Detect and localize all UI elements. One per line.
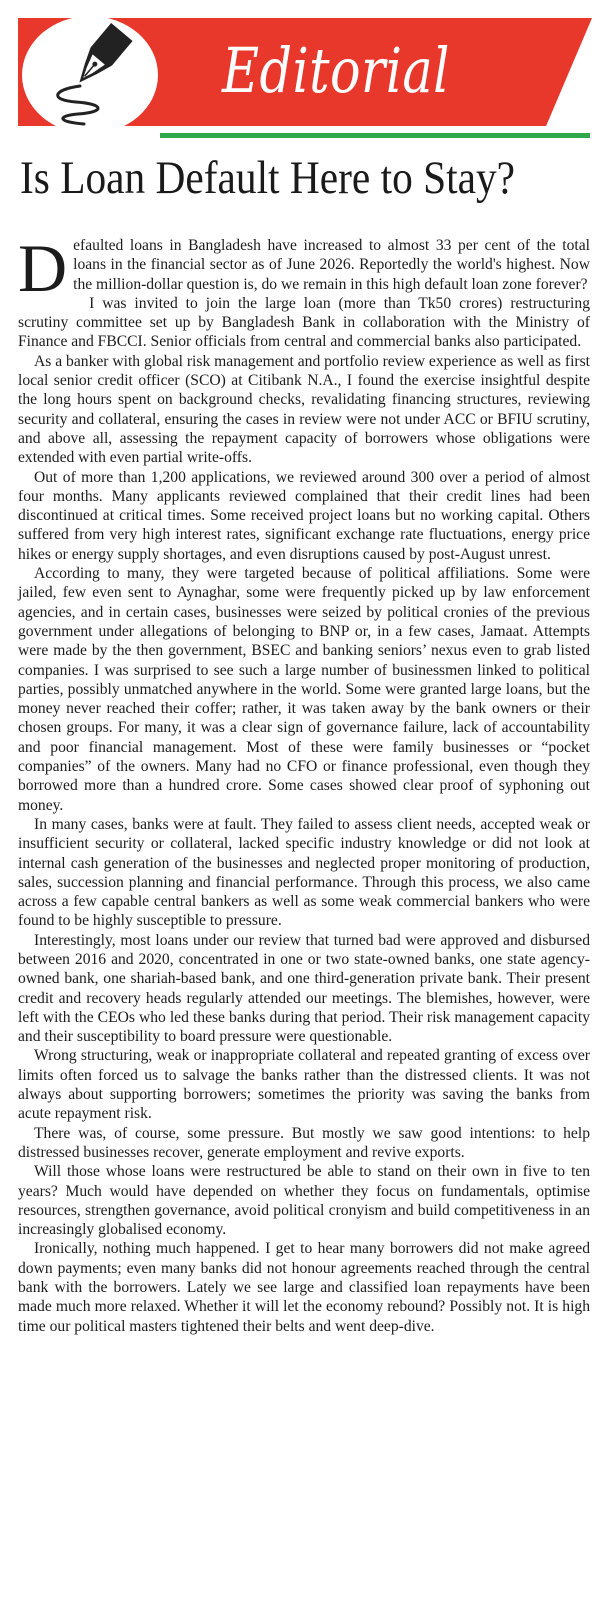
article-body <box>18 230 590 1336</box>
article-headline: Is Loan Default Here to Stay? <box>20 152 515 204</box>
paragraph-text: efaulted loans in Bangladesh have increased to almost 33 per cent of the total loans in the financial sector as of June 2026. Reportedly the world's highest. Now the million-dollar question is, do we remain in this high default loan zone forever? <box>73 237 590 293</box>
editorial-banner <box>0 0 614 145</box>
drop-cap: D <box>18 230 68 306</box>
paragraph: I was invited to join the large loan (more than Tk50 crores) restructuring scrutiny committee set up by Bangladesh Bank in collaboration with the Ministry of Finance and FBCCI. Senior officials from central and commercial banks also participated. <box>18 294 590 351</box>
section-title: Editorial <box>222 34 450 107</box>
paragraph: Will those whose loans were restructured be able to stand on their own in five to ten years? Much would have depended on whether they focus on fundamentals, optimise resources, strengthen governance, avoid political cronyism and build competitiveness in an increasingly globalised economy. <box>18 1163 590 1239</box>
banner-divider <box>160 133 590 138</box>
logo-badge <box>22 16 158 134</box>
paragraph <box>18 230 590 306</box>
fountain-pen-icon <box>22 16 158 134</box>
paragraph: Wrong structuring, weak or inappropriate collateral and repeated granting of excess over limits often forced us to salvage the banks rather than the distressed clients. It was not always about supporting borrowers; sometimes the priority was saving the banks from acute repayment risk. <box>18 1047 590 1123</box>
paragraph: Out of more than 1,200 applications, we reviewed around 300 over a period of almost four months. Many applicants reviewed complained that their credit lines had been discontinued at critical times. Some received project loans but no working capital. Others suffered from very high interest rates, significant exchange rate fluctuations, energy price hikes or energy supply shortages, and even disruptions caused by post-August unrest. <box>18 468 590 563</box>
paragraph: Interestingly, most loans under our review that turned bad were approved and disbursed between 2016 and 2020, concentrated in one or two state-owned banks, one state agency-owned bank, one shariah-based bank, and one third-generation private bank. Their present credit and recovery heads regularly attended our meetings. The blemishes, however, were left with the CEOs who led these banks during that period. Their risk management capacity and their susceptibility to board pressure were questionable. <box>18 931 590 1046</box>
paragraph: There was, of course, some pressure. But mostly we saw good intentions: to help distressed businesses recover, generate employment and revive exports. <box>18 1124 590 1161</box>
paragraph: In many cases, banks were at fault. They failed to assess client needs, accepted weak or insufficient security or collateral, lacked specific industry knowledge or did not look at internal cash generation of the businesses and neglected proper monitoring of production, sales, succession planning and financial performance. Through this process, we also came across a few capable central bankers as well as some weak commercial bankers who were found to be highly susceptible to pressure. <box>18 815 590 930</box>
paragraph: Ironically, nothing much happened. I get to hear many borrowers did not make agreed down payments; even many banks did not honour agreements reached through the central bank with the borrowers. Lately we see large and classified loan repayments have been made much more relaxed. Whether it will let the economy rebound? Possibly not. It is high time our political masters tightened their belts and went deep-dive. <box>18 1240 590 1335</box>
paragraph: As a banker with global risk management and portfolio review experience as well as first local senior credit officer (SCO) at Citibank N.A., I found the exercise insightful despite the long hours spent on background checks, revalidating financing structures, reviewing security and collateral, ensuring the cases in review were not under ACC or BFIU scrutiny, and above all, assessing the repayment capacity of borrowers whose obligations were extended with even partial write-offs. <box>18 352 590 467</box>
paragraph: According to many, they were targeted because of political affiliations. Some were jailed, few even sent to Aynaghar, some were frequently picked up by law enforcement agencies, and in certain cases, businesses were seized by political cronies of the previous government under allegations of belonging to BNP or, in a few cases, Jamaat. Attempts were made by the then government, BSEC and banking seniors’ nexus even to grab listed companies. I was surprised to see such a large number of businessmen linked to political parties, possibly unmatched anywhere in the world. Some were granted large loans, but the money never reached their coffer; rather, it was taken away by the bank owners or their chosen groups. For many, it was a clear sign of governance failure, lack of accountability and poor financial management. Most of these were family businesses or “pocket companies” of the owners. Many had no CFO or finance professional, even though they borrowed more than a hundred crore. Some cases showed clear proof of syphoning out money. <box>18 565 590 814</box>
